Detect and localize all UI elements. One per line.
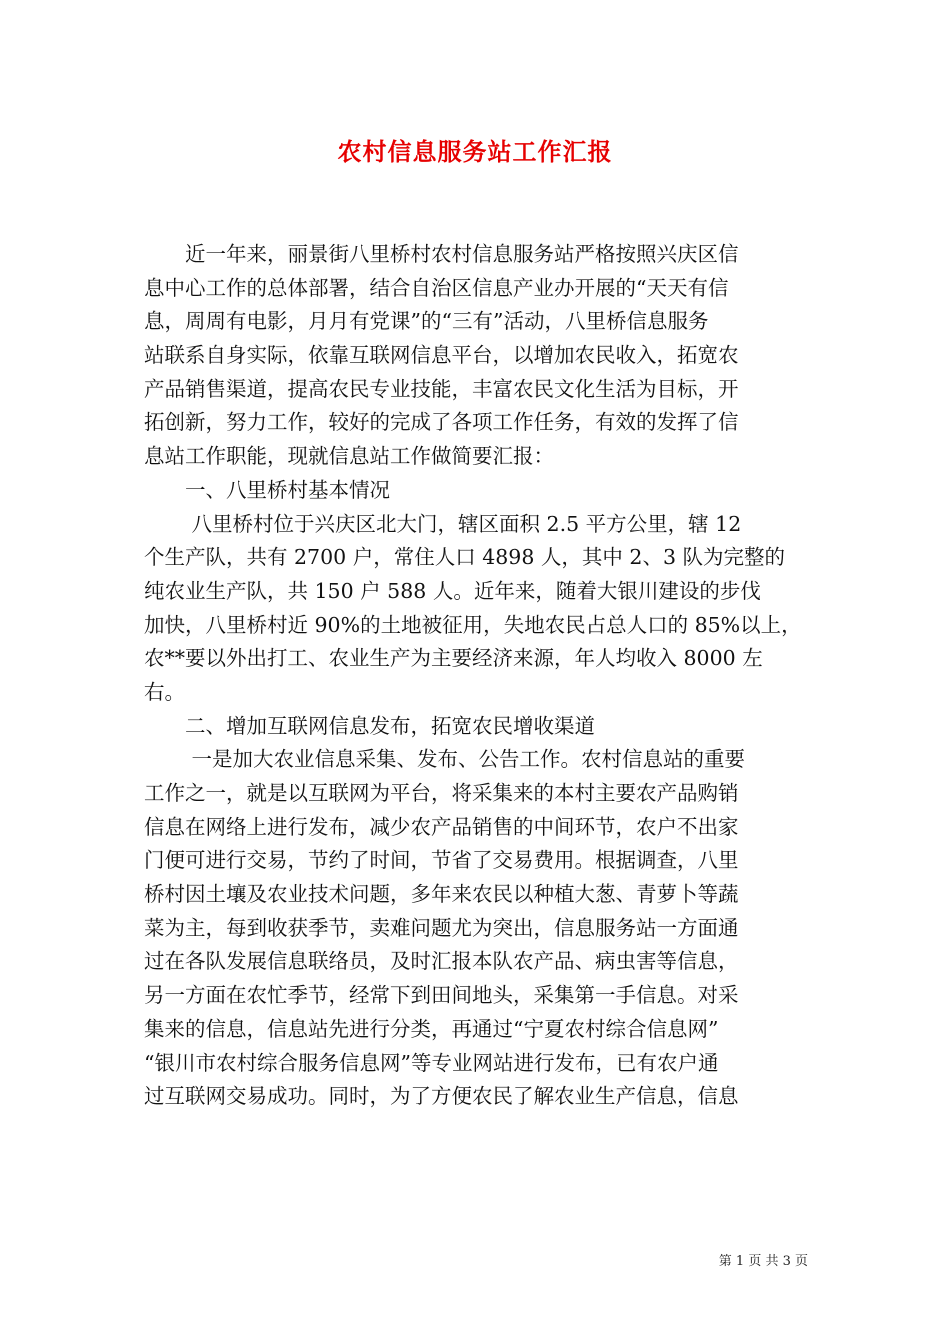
- body-line: 拓创新，努力工作，较好的完成了各项工作任务，有效的发挥了信: [144, 410, 739, 435]
- body-line: 信息在网络上进行发布，减少农产品销售的中间环节，农户不出家: [144, 814, 739, 839]
- body-line: 个生产队，共有 2700 户，常住人口 4898 人，其中 2、3 队为完整的: [144, 545, 786, 570]
- body-line: 桥村因土壤及农业技术问题，多年来农民以种植大葱、青萝卜等蔬: [144, 882, 739, 907]
- body-line: 集来的信息，信息站先进行分类，再通过“宁夏农村综合信息网”: [144, 1016, 719, 1041]
- page-indicator: 第 1 页 共 3 页: [718, 1254, 808, 1269]
- body-line: 息，周周有电影，月月有党课”的“三有”活动，八里桥信息服务: [144, 309, 709, 334]
- body-line: 过互联网交易成功。同时，为了方便农民了解农业生产信息，信息: [144, 1084, 739, 1109]
- body-line: 过在各队发展信息联络员，及时汇报本队农产品、病虫害等信息，: [144, 949, 739, 974]
- document-body: [144, 238, 812, 1114]
- body-line: “银川市农村综合服务信息网”等专业网站进行发布，已有农户通: [144, 1050, 719, 1075]
- body-line: 门便可进行交易，节约了时间，节省了交易费用。根据调查，八里: [144, 848, 739, 873]
- body-line: 农**要以外出打工、农业生产为主要经济来源，年人均收入 8000 左: [144, 646, 763, 671]
- body-line: 一是加大农业信息采集、发布、公告工作。农村信息站的重要: [144, 747, 746, 772]
- document-title: 农村信息服务站工作汇报: [337, 137, 613, 166]
- body-line: 纯农业生产队，共 150 户 588 人。近年来，随着大银川建设的步伐: [144, 578, 761, 603]
- body-line: 站联系自身实际，依靠互联网信息平台，以增加农民收入，拓宽农: [144, 343, 739, 368]
- body-line: 菜为主，每到收获季节，卖难问题尤为突出，信息服务站一方面通: [144, 915, 739, 940]
- body-line: 加快，八里桥村近 90%的土地被征用，失地农民占总人口的 85%以上，: [144, 612, 802, 637]
- body-line: 一、八里桥村基本情况: [144, 477, 390, 502]
- body-line: 二、增加互联网信息发布，拓宽农民增收渠道: [144, 713, 595, 738]
- body-line: 产品销售渠道，提高农民专业技能，丰富农民文化生活为目标，开: [144, 376, 739, 401]
- body-line: 八里桥村位于兴庆区北大门，辖区面积 2.5 平方公里，辖 12: [144, 511, 742, 536]
- body-line: 另一方面在农忙季节，经常下到田间地头，采集第一手信息。对采: [144, 983, 739, 1008]
- body-line: 息中心工作的总体部署，结合自治区信息产业办开展的“天天有信: [144, 275, 729, 300]
- body-line: 息站工作职能，现就信息站工作做简要汇报：: [144, 444, 554, 469]
- body-line: 右。: [144, 679, 185, 704]
- body-line: 近一年来，丽景街八里桥村农村信息服务站严格按照兴庆区信: [144, 242, 739, 266]
- body-line: 工作之一，就是以互联网为平台，将采集来的本村主要农产品购销: [144, 781, 739, 805]
